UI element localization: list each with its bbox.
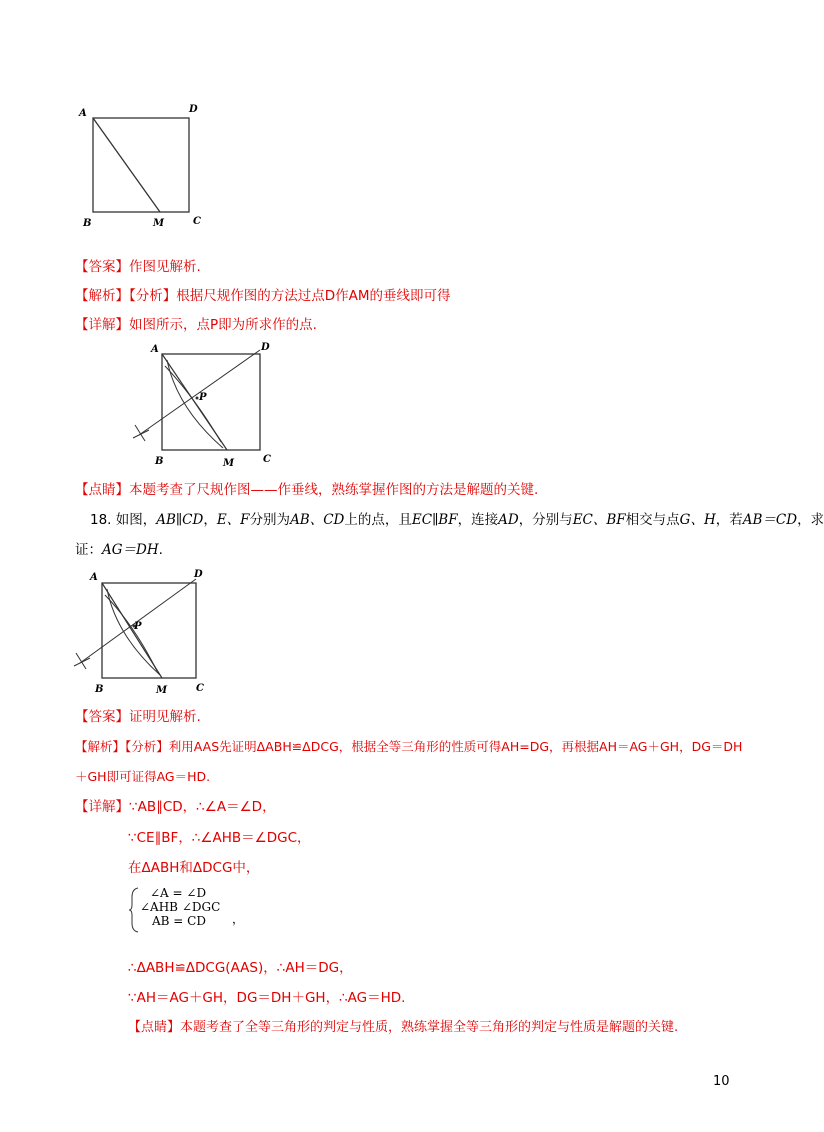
equation-1: ∠A = ∠D (150, 886, 207, 900)
label-c: C (196, 683, 204, 694)
stem-formula: AB∥CD (156, 512, 204, 528)
label-b: B (155, 456, 164, 467)
stem-formula: AB＝CD (742, 512, 798, 528)
q18-detail-line3: 在ΔABH和ΔDCG中， (128, 860, 260, 876)
label-d: D (194, 569, 203, 580)
stem-text: 18. 如图， (90, 512, 157, 528)
stem-formula: E、F (216, 512, 250, 528)
stem-formula: G、H (679, 512, 716, 528)
q17-answer: 【答案】作图见解析. (75, 259, 201, 275)
label-m: M (153, 218, 165, 229)
stem-formula: EC、BF (572, 512, 626, 528)
q18-analysis-line1: 【解析】【分析】利用AAS先证明ΔABH≌ΔDCG，根据全等三角形的性质可得AH=DG，再根据AH＝AG＋GH，DG＝DH (75, 739, 743, 754)
system-brace (128, 887, 140, 933)
stem-text: ，分别与 (518, 512, 573, 528)
q18-answer: 【答案】证明见解析. (75, 709, 201, 725)
system-equations (140, 886, 220, 928)
label-p: P (199, 392, 207, 403)
label-a: A (151, 344, 159, 355)
q18-comment: 【点睛】本题考查了全等三角形的判定与性质，熟练掌握全等三角形的判定与性质是解题的关键. (128, 1020, 679, 1035)
stem-text: ，连接 (457, 512, 499, 528)
stem-text: 相交与点 (625, 512, 680, 528)
q18-detail-line5: ∵AH＝AG＋GH，DG＝DH＋GH，∴AG＝HD. (128, 990, 406, 1006)
stem-text: 分别为 (249, 512, 291, 528)
label-b: B (83, 218, 92, 229)
stem-text: ，若 (715, 512, 743, 528)
label-a: A (79, 108, 87, 119)
label-d: D (189, 104, 198, 115)
equation-2: ∠AHB ∠DGC (140, 900, 221, 914)
stem-formula: AB、CD (290, 512, 345, 528)
stem-text: ， (203, 512, 217, 528)
label-c: C (263, 454, 271, 465)
label-b: B (95, 684, 104, 695)
q18-stem-line1 (90, 510, 824, 530)
label-m: M (156, 685, 168, 696)
stem-formula: AD (498, 512, 519, 528)
q18-analysis-line2: ＋GH即可证得AG＝HD. (75, 769, 211, 784)
label-d: D (261, 342, 270, 353)
q18-detail-line2: ∵CE∥BF，∴∠AHB＝∠DGC， (128, 830, 311, 846)
label-a: A (90, 572, 98, 583)
stem-text: 上的点，且 (344, 512, 412, 528)
label-p: P (134, 621, 142, 632)
figure-square-abcd (75, 100, 215, 230)
page-number: 10 (713, 1074, 730, 1089)
q17-comment: 【点睛】本题考查了尺规作图——作垂线，熟练掌握作图的方法是解题的关键. (75, 482, 539, 498)
label-m: M (223, 458, 235, 469)
stem-formula: AG＝DH (102, 542, 159, 558)
label-c: C (193, 216, 201, 227)
system-end: ， (232, 912, 245, 926)
q18-detail-line4: ∴ΔABH≌ΔDCG(AAS)，∴AH＝DG， (128, 960, 353, 976)
q18-detail-line1: 【详解】∵AB∥CD，∴∠A＝∠D， (75, 799, 276, 815)
q17-analysis: 【解析】【分析】根据尺规作图的方法过点D作AM的垂线即可得 (75, 288, 451, 304)
stem-text: . (158, 542, 163, 558)
stem-text: ，求 (797, 512, 824, 528)
q18-stem-line2 (75, 540, 163, 560)
figure-construction-perpendicular (125, 338, 285, 473)
stem-text: 证： (75, 542, 102, 558)
equation-3: AB = CD (152, 914, 206, 928)
figure-construction-repeat (68, 565, 218, 700)
stem-formula: EC∥BF (411, 512, 458, 528)
q17-detail: 【详解】如图所示，点P即为所求作的点. (75, 317, 317, 333)
